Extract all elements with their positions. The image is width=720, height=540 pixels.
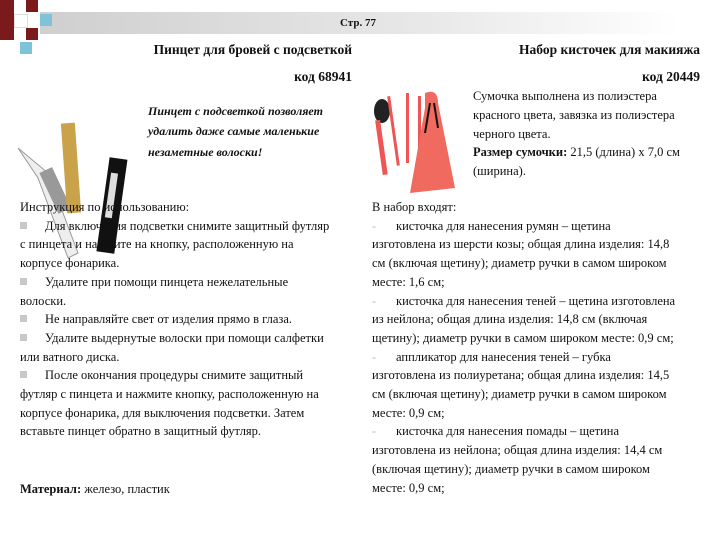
line-text: футляр с пинцета и нажмите кнопку, расположенную на — [20, 387, 319, 401]
bullet-icon: - — [372, 293, 377, 308]
bag-size-label: Размер сумочки: — [473, 145, 568, 159]
text-line — [372, 462, 650, 477]
text-line — [372, 350, 611, 365]
text-line — [20, 312, 292, 327]
line-text: В набор входят: — [372, 200, 457, 214]
decor-square — [40, 14, 52, 26]
line-text: или ватного диска. — [20, 349, 120, 364]
line-text: После окончания процедуры снимите защитный — [45, 368, 304, 383]
right-desc-1: Сумочка выполнена из полиэстера — [473, 89, 657, 103]
line-text: месте: 0,9 см; — [372, 405, 445, 420]
line-text: волоски. — [20, 293, 67, 308]
line-text: см (включая щетину); диаметр ручки в самом широком — [372, 256, 667, 271]
text-line — [372, 443, 662, 458]
text-line — [372, 275, 445, 290]
text-line — [372, 219, 611, 234]
line-text: (включая щетину); диаметр ручки в самом широком — [372, 461, 650, 476]
left-product-title: Пинцет для бровей с подсветкой — [153, 42, 352, 57]
right-desc-2: красного цвета, завязка из полиэстера — [473, 108, 675, 122]
line-text: месте: 0,9 см; — [372, 480, 445, 495]
left-tagline-3: незаметные волоски! — [148, 145, 263, 159]
line-text: вставьте пинцет обратно в защитный футляр. — [20, 424, 262, 439]
bullet-icon — [20, 334, 27, 341]
text-line — [372, 424, 619, 439]
line-text: изготовлена из шерсти козы; общая длина изделия: 14,8 — [372, 237, 670, 252]
text-line — [20, 424, 261, 439]
text-line — [20, 237, 294, 252]
line-text: с пинцета и нажмите на кнопку, расположенную на — [20, 237, 294, 252]
line-text: кисточка для нанесения теней – щетина изготовлена — [396, 293, 676, 308]
line-text: Удалите выдернутые волоски при помощи салфетки — [45, 330, 324, 345]
line-text: аппликатор для нанесения теней – губка — [396, 349, 611, 364]
bullet-icon: - — [372, 424, 377, 439]
left-product-code: код 68941 — [294, 69, 352, 84]
text-line — [20, 368, 303, 383]
line-text: щетину); диаметр ручки в самом широком месте: 0,9 см; — [372, 330, 674, 345]
decor-square — [0, 0, 14, 40]
brush-set-image — [370, 88, 470, 193]
text-line — [372, 331, 674, 346]
text-line — [20, 200, 189, 215]
text-line — [20, 219, 329, 234]
decor-square — [26, 0, 38, 12]
material-label: Материал: — [20, 482, 82, 496]
bullet-icon — [20, 278, 27, 285]
text-line — [20, 294, 66, 309]
right-product-title: Набор кисточек для макияжа — [519, 42, 700, 57]
text-line — [372, 256, 667, 271]
line-text: кисточка для нанесения помады – щетина — [396, 424, 620, 439]
left-tagline-1: Пинцет с подсветкой позволяет — [148, 104, 323, 118]
line-text: месте: 1,6 см; — [372, 274, 445, 289]
bullet-icon — [20, 371, 27, 378]
text-line — [20, 350, 119, 365]
material — [20, 482, 170, 497]
text-line — [372, 312, 647, 327]
bag-size-value-2: (ширина). — [473, 164, 526, 178]
text-line — [372, 368, 669, 383]
text-line — [20, 331, 324, 346]
text-line — [20, 406, 304, 421]
line-text: корпусе фонарика. — [20, 256, 120, 271]
bullet-icon — [20, 315, 27, 322]
bag-size-value: 21,5 (длина) х 7,0 см — [567, 145, 680, 159]
bullet-icon: - — [372, 349, 377, 364]
bag-size — [473, 145, 680, 160]
line-text: изготовлена из полиуретана; общая длина изделия: 14,5 — [372, 368, 670, 383]
line-text: кисточка для нанесения румян – щетина — [396, 218, 611, 233]
text-line — [20, 275, 288, 290]
right-desc-3: черного цвета. — [473, 127, 551, 141]
text-line — [20, 256, 119, 271]
text-line — [372, 294, 675, 309]
material-value: железо, пластик — [81, 482, 170, 496]
line-text: корпусе фонарика, для выключения подсветки. Затем — [20, 405, 305, 420]
line-text: см (включая щетину); диаметр ручки в самом широком — [372, 387, 667, 401]
text-line — [372, 237, 669, 252]
decor-square — [14, 14, 28, 28]
line-text: Инструкция по использованию: — [20, 200, 190, 214]
line-text: Для включения подсветки снимите защитный футляр — [45, 218, 330, 233]
right-product-code: код 20449 — [642, 69, 700, 84]
text-line — [372, 387, 667, 402]
text-line — [20, 387, 319, 402]
decor-square — [20, 42, 32, 54]
bullet-icon: - — [372, 218, 377, 233]
text-line — [372, 200, 456, 215]
text-line — [372, 406, 445, 421]
line-text: Не направляйте свет от изделия прямо в глаза. — [45, 312, 292, 327]
text-line — [372, 481, 445, 496]
line-text: из нейлона; общая длина изделия: 14,8 см (включая — [372, 312, 648, 327]
decor-square — [26, 28, 38, 40]
line-text: Удалите при помощи пинцета нежелательные — [45, 274, 289, 289]
bullet-icon — [20, 222, 27, 229]
line-text: изготовлена из нейлона; общая длина изделия: 14,4 см — [372, 443, 663, 458]
page-number: Стр. 77 — [340, 17, 376, 29]
left-tagline-2: удалить даже самые маленькие — [148, 124, 320, 138]
